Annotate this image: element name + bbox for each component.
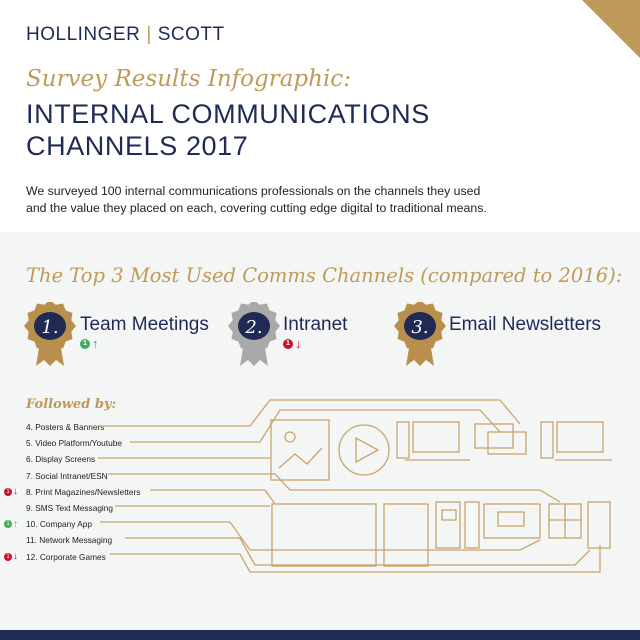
arrow-down-icon: ↓ [13,551,18,563]
rank-number: 2. [245,317,263,338]
corner-decoration [582,0,640,58]
description [26,183,487,217]
title-line-1: INTERNAL COMMUNICATIONS [26,99,430,129]
console-icon [588,502,610,548]
change-count: 1 [80,339,90,349]
arrow-up-icon: ↑ [13,518,18,530]
item-label: 5. Video Platform/Youtube [26,438,122,449]
brand-separator: | [146,24,152,45]
top3-heading: The Top 3 Most Used Comms Channels (compared to 2016): [26,264,623,287]
change-count: 1 [4,520,12,528]
rank-medal-3 [394,302,446,371]
item-label: 12. Corporate Games [26,551,106,562]
arrow-down-icon: ↓ [295,336,302,351]
description-line-2: and the value they placed on each, covering cutting edge digital to traditional means. [26,201,487,215]
change-count: 1 [283,339,293,349]
item-label: 4. Posters & Banners [26,422,105,432]
connector-lines [98,400,600,572]
channel-name: Intranet [283,314,348,335]
item-label: 8. Print Magazines/Newsletters [26,486,141,497]
footer-bar [0,630,640,640]
followed-heading: Followed by: [26,397,117,412]
channel-name: Team Meetings [80,314,209,335]
brand-logo [26,24,225,46]
desktop-tower-icon [397,422,409,458]
rank-medal-2 [228,302,280,371]
phone-icon [436,502,460,548]
chat-bubble-icon [475,424,513,448]
title-line-2: CHANNELS 2017 [26,131,249,161]
change-count: 1 [4,553,12,561]
rank-change-down [283,336,302,351]
brand-right: SCOTT [157,24,225,45]
rank-number: 3. [411,317,429,338]
arrow-down-icon: ↓ [13,486,18,498]
item-label: 10. Company App [26,519,92,530]
tablet-icon [384,504,428,566]
rank-change-up [80,336,99,351]
change-count: 1 [4,488,12,496]
item-label: 11. Network Messaging [26,535,113,546]
video-icon [339,425,389,475]
display-screen-icon [413,422,459,452]
magazine-icon [272,504,376,566]
item-label: 9. SMS Text Messaging [26,503,114,513]
description-line-1: We surveyed 100 internal communications professionals on the channels they used [26,184,481,198]
laptop-message-icon [484,504,540,538]
rank-number: 1. [41,317,59,338]
brand-left: HOLLINGER [26,24,141,45]
arrow-up-icon: ↑ [92,336,99,351]
monitor-icon [557,422,603,452]
rank-medal-1 [24,302,76,371]
page-title [26,98,430,162]
subtitle: Survey Results Infographic: [26,66,351,92]
item-label: 7. Social Intranet/ESN [26,470,108,481]
item-label: 6. Display Screens [26,454,96,465]
devices-illustration [0,380,640,580]
channel-name: Email Newsletters [449,314,602,335]
